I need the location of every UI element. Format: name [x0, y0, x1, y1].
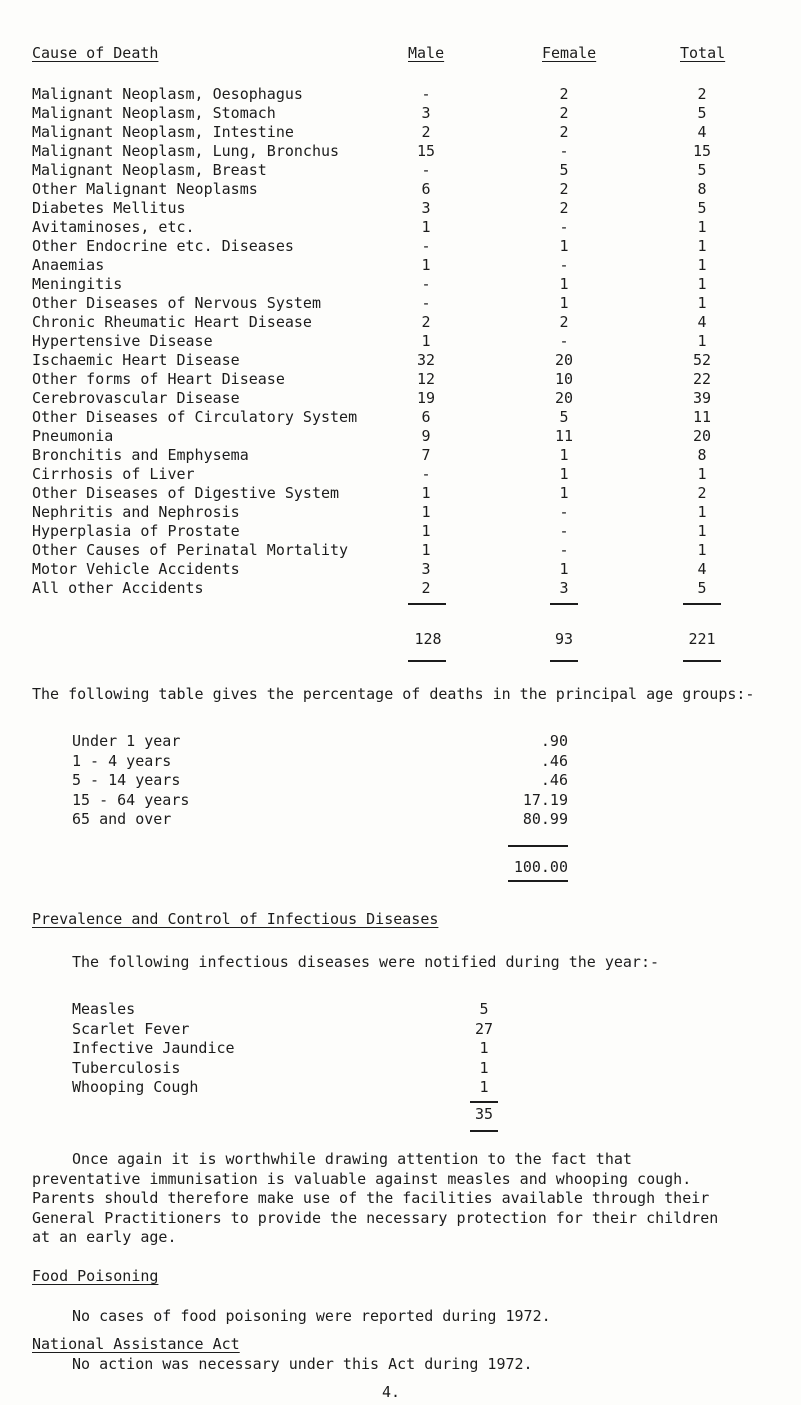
header-female: Female [542, 44, 597, 62]
female-cell: 20 [554, 351, 574, 369]
cause-cell: Malignant Neoplasm, Breast [32, 161, 267, 179]
disease-count: 5 [479, 1000, 489, 1018]
male-cell: 3 [421, 560, 431, 578]
cause-cell: Other Causes of Perinatal Mortality [32, 541, 349, 559]
list-item [0, 810, 801, 831]
male-cell: 2 [421, 579, 431, 597]
cause-cell: Other Endocrine etc. Diseases [32, 237, 294, 255]
table-row [0, 85, 801, 106]
total-cell: 22 [692, 370, 712, 388]
female-cell: 1 [559, 484, 569, 502]
table-row [0, 294, 801, 315]
female-total: 93 [554, 630, 574, 648]
female-cell: 2 [559, 85, 569, 103]
total-cell: 1 [697, 465, 707, 483]
male-cell: 2 [421, 123, 431, 141]
table-row [0, 484, 801, 505]
female-cell: 5 [559, 408, 569, 426]
female-cell: 1 [559, 237, 569, 255]
age-sum-rule [508, 845, 568, 847]
page-number: 4. [382, 1383, 401, 1401]
male-total-underline [408, 660, 446, 662]
female-cell: 2 [559, 104, 569, 122]
female-cell: - [559, 218, 569, 236]
male-cell: 12 [416, 370, 436, 388]
header-total: Total [680, 44, 726, 62]
header-male: Male [408, 44, 445, 62]
list-item [0, 1078, 801, 1099]
total-cell: 8 [697, 180, 707, 198]
table-row [0, 389, 801, 410]
paragraph-line: Once again it is worthwhile drawing attention to the fact that [72, 1150, 632, 1168]
table-row [0, 370, 801, 391]
table-row [0, 332, 801, 353]
age-groups-intro: The following table gives the percentage of deaths in the principal age groups:- [32, 685, 755, 703]
total-cell: 4 [697, 313, 707, 331]
age-group-label: 5 - 14 years [72, 771, 181, 789]
age-group-label: 15 - 64 years [72, 790, 190, 809]
table-row [0, 446, 801, 467]
male-cell: 1 [421, 218, 431, 236]
total-cell: 8 [697, 446, 707, 464]
total-cell: 5 [697, 579, 707, 597]
female-cell: 10 [554, 370, 574, 388]
cause-cell: Cirrhosis of Liver [32, 465, 195, 483]
age-groups-total: 100.00 [513, 858, 568, 876]
age-group-percent: .90 [540, 732, 568, 750]
list-item [0, 752, 801, 773]
male-cell: 1 [421, 332, 431, 350]
table-row [0, 560, 801, 581]
male-cell: 1 [421, 484, 431, 502]
disease-count: 27 [474, 1019, 494, 1038]
male-cell: 2 [421, 313, 431, 331]
total-cell: 1 [697, 218, 707, 236]
male-cell: - [421, 161, 431, 179]
cause-cell: Cerebrovascular Disease [32, 389, 240, 407]
total-sum-rule [683, 603, 721, 605]
age-group-percent: .46 [540, 771, 568, 789]
list-item [0, 1039, 801, 1060]
table-row [0, 218, 801, 239]
total-cell: 1 [697, 332, 707, 350]
female-cell: 2 [559, 313, 569, 331]
cause-cell: Anaemias [32, 256, 105, 274]
age-group-percent: .46 [540, 751, 568, 770]
grand-total: 221 [688, 630, 716, 648]
male-cell: 19 [416, 389, 436, 407]
paragraph-line: preventative immunisation is valuable against measles and whooping cough. [32, 1169, 692, 1188]
cause-cell: Malignant Neoplasm, Stomach [32, 104, 276, 122]
female-cell: 5 [559, 161, 569, 179]
disease-label: Scarlet Fever [72, 1019, 190, 1038]
paragraph-line: General Practitioners to provide the necessary protection for their children [32, 1208, 719, 1227]
disease-count: 1 [479, 1058, 489, 1077]
food-poisoning-heading: Food Poisoning [32, 1267, 159, 1285]
female-cell: - [559, 332, 569, 350]
cause-cell: Other Diseases of Digestive System [32, 484, 340, 502]
national-assistance-text: No action was necessary under this Act during 1972. [72, 1355, 533, 1373]
table-row [0, 351, 801, 372]
male-cell: - [421, 237, 431, 255]
disease-count: 1 [479, 1078, 489, 1096]
total-cell: 11 [692, 408, 712, 426]
male-cell: 7 [421, 446, 431, 464]
cause-cell: Malignant Neoplasm, Intestine [32, 123, 294, 141]
total-cell: 5 [697, 104, 707, 122]
infectious-total-underline [470, 1130, 498, 1132]
male-total: 128 [414, 630, 442, 648]
total-cell: 39 [692, 389, 712, 407]
table-row [0, 503, 801, 524]
cause-cell: Meningitis [32, 275, 123, 293]
disease-label: Measles [72, 1000, 136, 1018]
disease-label: Infective Jaundice [72, 1039, 235, 1057]
male-cell: - [421, 294, 431, 312]
cause-cell: Bronchitis and Emphysema [32, 446, 249, 464]
female-total-underline [550, 660, 578, 662]
female-cell: - [559, 142, 569, 160]
cause-cell: Other forms of Heart Disease [32, 370, 285, 388]
list-item [0, 771, 801, 792]
infectious-sum-rule [470, 1101, 498, 1103]
total-cell: 20 [692, 427, 712, 445]
total-cell: 15 [692, 142, 712, 160]
age-group-percent: 17.19 [522, 790, 568, 809]
female-cell: 2 [559, 180, 569, 198]
infectious-intro: The following infectious diseases were notified during the year:- [72, 953, 659, 971]
male-cell: 32 [416, 351, 436, 369]
cause-cell: Avitaminoses, etc. [32, 218, 195, 236]
table-row [0, 465, 801, 486]
male-cell: 6 [421, 180, 431, 198]
table-row [0, 104, 801, 125]
table-row [0, 541, 801, 562]
female-cell: 2 [559, 123, 569, 141]
list-item [0, 732, 801, 753]
cause-cell: Chronic Rheumatic Heart Disease [32, 313, 312, 331]
list-item [0, 1020, 801, 1041]
total-cell: 1 [697, 522, 707, 540]
female-cell: - [559, 503, 569, 521]
table-row [0, 579, 801, 600]
cause-cell: Pneumonia [32, 427, 114, 445]
cause-cell: Malignant Neoplasm, Oesophagus [32, 85, 303, 103]
female-cell: 1 [559, 465, 569, 483]
national-assistance-heading: National Assistance Act [32, 1335, 240, 1353]
female-cell: 3 [559, 579, 569, 597]
female-cell: 2 [559, 199, 569, 217]
total-cell: 1 [697, 541, 707, 559]
female-cell: 20 [554, 389, 574, 407]
male-cell: - [421, 85, 431, 103]
cause-cell: Other Diseases of Circulatory System [32, 408, 358, 426]
cause-cell: Hyperplasia of Prostate [32, 522, 240, 540]
table-row [0, 275, 801, 296]
cause-cell: Ischaemic Heart Disease [32, 351, 240, 369]
table-row [0, 256, 801, 277]
cause-cell: Motor Vehicle Accidents [32, 560, 240, 578]
table-row [0, 313, 801, 334]
male-cell: 1 [421, 541, 431, 559]
total-cell: 1 [697, 256, 707, 274]
cause-cell: Other Malignant Neoplasms [32, 180, 258, 198]
female-cell: 11 [554, 427, 574, 445]
female-cell: 1 [559, 560, 569, 578]
male-cell: - [421, 465, 431, 483]
disease-count: 1 [479, 1039, 489, 1057]
table-row [0, 408, 801, 429]
table-row [0, 142, 801, 163]
female-cell: 1 [559, 294, 569, 312]
male-cell: 1 [421, 503, 431, 521]
age-group-percent: 80.99 [522, 810, 568, 828]
female-cell: - [559, 541, 569, 559]
age-group-label: Under 1 year [72, 732, 181, 750]
infectious-total: 35 [474, 1105, 494, 1123]
age-group-label: 65 and over [72, 810, 172, 828]
total-cell: 4 [697, 560, 707, 578]
male-cell: 15 [416, 142, 436, 160]
paragraph-line: Parents should therefore make use of the facilities available through their [32, 1189, 710, 1207]
header-cause: Cause of Death [32, 44, 159, 62]
infectious-heading: Prevalence and Control of Infectious Diseases [32, 910, 439, 928]
male-cell: 9 [421, 427, 431, 445]
total-cell: 2 [697, 85, 707, 103]
disease-label: Tuberculosis [72, 1058, 181, 1077]
male-cell: 1 [421, 256, 431, 274]
female-cell: 1 [559, 275, 569, 293]
male-cell: 3 [421, 104, 431, 122]
male-cell: 6 [421, 408, 431, 426]
table-row [0, 161, 801, 182]
total-cell: 2 [697, 484, 707, 502]
male-cell: 1 [421, 522, 431, 540]
male-cell: - [421, 275, 431, 293]
total-cell: 1 [697, 503, 707, 521]
cause-cell: All other Accidents [32, 579, 204, 597]
female-sum-rule [550, 603, 578, 605]
disease-label: Whooping Cough [72, 1078, 199, 1096]
list-item [0, 1059, 801, 1080]
total-cell: 5 [697, 161, 707, 179]
total-cell: 52 [692, 351, 712, 369]
list-item [0, 791, 801, 812]
cause-cell: Diabetes Mellitus [32, 199, 186, 217]
table-row [0, 123, 801, 144]
age-total-underline [508, 880, 568, 882]
cause-cell: Nephritis and Nephrosis [32, 503, 240, 521]
cause-cell: Hypertensive Disease [32, 332, 213, 350]
female-cell: 1 [559, 446, 569, 464]
cause-cell: Other Diseases of Nervous System [32, 294, 321, 312]
age-group-label: 1 - 4 years [72, 751, 172, 770]
total-cell: 1 [697, 294, 707, 312]
cause-cell: Malignant Neoplasm, Lung, Bronchus [32, 142, 340, 160]
table-row [0, 427, 801, 448]
male-sum-rule [408, 603, 446, 605]
female-cell: - [559, 256, 569, 274]
table-row [0, 180, 801, 201]
paragraph-line: at an early age. [32, 1228, 177, 1246]
food-poisoning-text: No cases of food poisoning were reported during 1972. [72, 1307, 551, 1325]
table-row [0, 237, 801, 258]
total-cell: 5 [697, 199, 707, 217]
male-cell: 3 [421, 199, 431, 217]
list-item [0, 1000, 801, 1021]
table-row [0, 199, 801, 220]
total-cell: 4 [697, 123, 707, 141]
table-row [0, 522, 801, 543]
total-cell: 1 [697, 275, 707, 293]
total-total-underline [683, 660, 721, 662]
female-cell: - [559, 522, 569, 540]
total-cell: 1 [697, 237, 707, 255]
